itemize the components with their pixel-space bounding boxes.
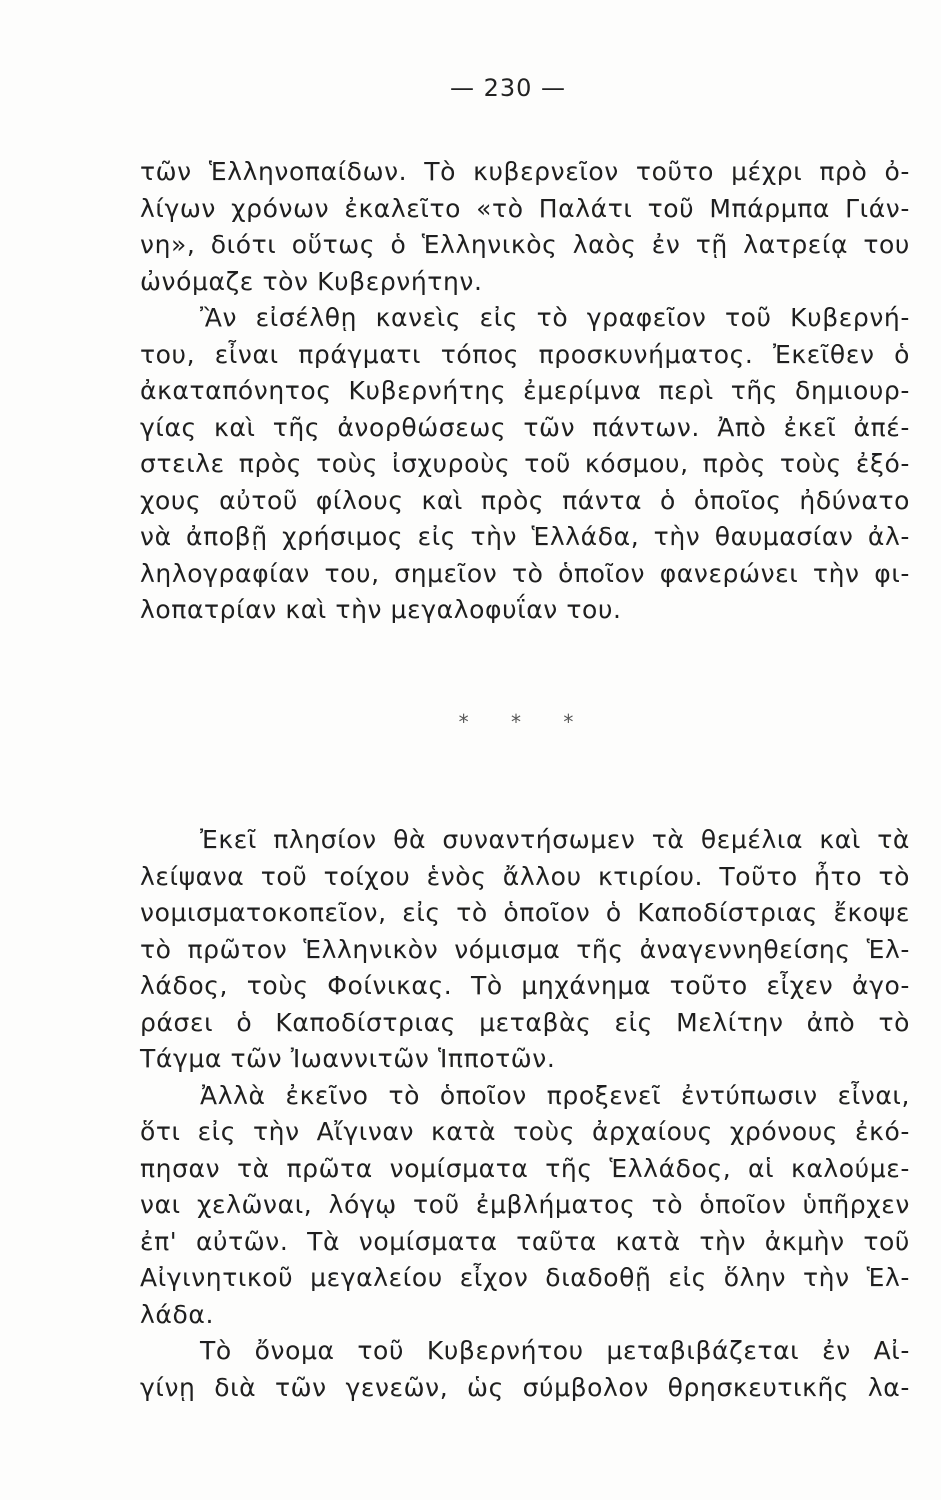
text-line: Ἐκεῖ πλησίον θὰ συναντήσωμεν τὰ θεμέλια καὶ τὰ: [200, 825, 910, 854]
text-line: τῶν Ἑλληνοπαίδων. Τὸ κυβερνεῖον τοῦτο μέχρι πρὸ ὀ-: [140, 157, 910, 186]
text-block-2: [140, 822, 910, 1406]
text-line: τὸ πρῶτον Ἑλληνικὸν νόμισμα τῆς ἀναγεννηθείσης Ἑλ-: [140, 934, 910, 964]
text-line: στειλε πρὸς τοὺς ἰσχυροὺς τοῦ κόσμου, πρὸς τοὺς ἐξό-: [140, 449, 910, 478]
text-line: ἐπ' αὐτῶν. Τὰ νομίσματα ταῦτα κατὰ τὴν ἀκμὴν τοῦ: [140, 1226, 910, 1256]
text-line: του, εἶναι πράγματι τόπος προσκυνήματος. Ἐκεῖθεν ὁ: [140, 339, 910, 369]
text-line: νὰ ἀποβῇ χρήσιμος εἰς τὴν Ἑλλάδα, τὴν θαυμασίαν ἀλ-: [140, 522, 910, 551]
text-block-1: [140, 154, 910, 629]
text-line: ράσει ὁ Καποδίστριας μεταβὰς εἰς Μελίτην ἀπὸ τὸ: [140, 1007, 910, 1037]
text-line: νομισματοκοπεῖον, εἰς τὸ ὁποῖον ὁ Καποδίστριας ἔκοψε: [140, 898, 910, 927]
text-line: Τάγμα τῶν Ἰωαννιτῶν Ἱπποτῶν.: [140, 1044, 556, 1073]
text-line: χους αὐτοῦ φίλους καὶ πρὸς πάντα ὁ ὁποῖος ἠδύνατο: [140, 485, 910, 515]
page-number: — 230 —: [449, 74, 567, 102]
section-separator: * * *: [458, 710, 592, 734]
text-line: ὠνόμαζε τὸν Κυβερνήτην.: [140, 266, 483, 296]
text-line: Τὸ ὄνομα τοῦ Κυβερνήτου μεταβιβάζεται ἐν Αἰ-: [200, 1336, 910, 1365]
text-line: ὅτι εἰς τὴν Αἴγιναν κατὰ τοὺς ἀρχαίους χρόνους ἐκό-: [140, 1117, 910, 1146]
text-line: Ἀλλὰ ἐκεῖνο τὸ ὁποῖον προξενεῖ ἐντύπωσιν εἶναι,: [200, 1080, 910, 1110]
text-line: πησαν τὰ πρῶτα νομίσματα τῆς Ἑλλάδος, αἱ καλούμε-: [140, 1153, 910, 1183]
text-line: λάδος, τοὺς Φοίνικας. Τὸ μηχάνημα τοῦτο εἶχεν ἀγο-: [140, 971, 910, 1000]
text-line: γίας καὶ τῆς ἀνορθώσεως τῶν πάντων. Ἀπὸ ἐκεῖ ἀπέ-: [140, 412, 910, 442]
text-line: λάδα.: [140, 1299, 214, 1329]
text-line: ἀκαταπόνητος Κυβερνήτης ἐμερίμνα περὶ τῆς δημιουρ-: [140, 376, 910, 405]
text-line: λοπατρίαν καὶ τὴν μεγαλοφυΐαν του.: [140, 595, 622, 624]
text-line: λείψανα τοῦ τοίχου ἑνὸς ἄλλου κτιρίου. Τοῦτο ἦτο τὸ: [140, 861, 910, 891]
text-line: ναι χελῶναι, λόγῳ τοῦ ἐμβλήματος τὸ ὁποῖον ὑπῆρχεν: [140, 1190, 910, 1219]
text-line: Ἂν εἰσέλθῃ κανεὶς εἰς τὸ γραφεῖον τοῦ Κυβερνή-: [200, 303, 910, 332]
text-line: Αἰγινητικοῦ μεγαλείου εἶχον διαδοθῇ εἰς ὅλην τὴν Ἑλ-: [140, 1263, 910, 1292]
text-line: γίνῃ διὰ τῶν γενεῶν, ὡς σύμβολον θρησκευτικῆς λα-: [140, 1372, 910, 1402]
text-line: ληλογραφίαν του, σημεῖον τὸ ὁποῖον φανερώνει τὴν φι-: [140, 558, 910, 588]
text-line: λίγων χρόνων ἐκαλεῖτο «τὸ Παλάτι τοῦ Μπάρμπα Γιάν-: [140, 193, 910, 223]
text-line: νη», διότι οὕτως ὁ Ἑλληνικὸς λαὸς ἐν τῇ λατρείᾳ του: [140, 230, 910, 259]
